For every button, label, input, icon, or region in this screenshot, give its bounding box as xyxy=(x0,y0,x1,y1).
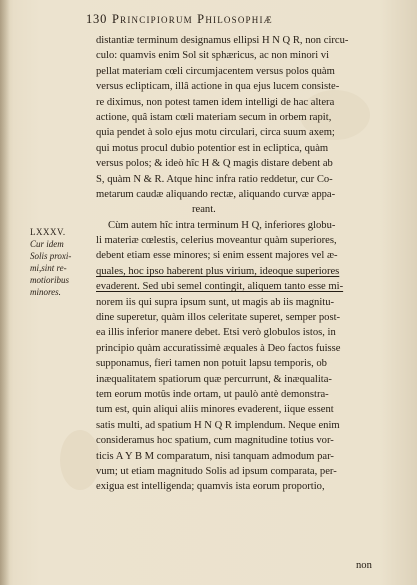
text-line: versus polos; & ideò hîc H & Q magis distare debent ab xyxy=(96,158,333,170)
text-line: consideramus hoc spatium, cum magnitudine totius vor- xyxy=(96,435,334,447)
text-line: qui motus procul dubio potentior est in ecliptica, quàm xyxy=(96,142,329,154)
text-line-underlined: evaderent. Sed ubi semel contingit, aliquem tanto esse mi- xyxy=(96,281,344,293)
text-line: tem eorum motûs inde ortam, ut paulò antè demonstra- xyxy=(96,388,329,400)
text-line: reant. xyxy=(192,204,216,216)
text-line: debent etiam esse minores; si enim essent majores vel æ- xyxy=(96,250,338,262)
text-line: quia pendet à solo ejus motu circulari, circa suum axem; xyxy=(96,127,335,139)
text-line: satis multi, ad spatium H N Q R implendum. Neque enim xyxy=(96,419,340,431)
text-line: inæqualitatem spatiorum quæ percurrunt, & inæqualita- xyxy=(96,373,332,385)
text-line: tum est, quin aliqui aliis minores evaderent, iique essent xyxy=(96,404,334,416)
text-line: metarum caudæ aliquando rectæ, aliquando curvæ appa- xyxy=(96,188,336,200)
text-line-underlined: quales, hoc ipso haberent plus virium, ideoque superiores xyxy=(96,265,340,277)
text-line: ticis A Y B M comparatum, nisi tanquam admodum par- xyxy=(96,450,334,462)
text-line: vum; ut etiam magnitudo Solis ad ipsum comparata, per- xyxy=(96,465,337,477)
text-line: S, quàm N & R. Atque hinc infra ratio reddetur, cur Co- xyxy=(96,173,333,185)
marginal-note-line: Solis proxi- xyxy=(30,251,72,261)
marginal-note-line: minores. xyxy=(30,287,61,297)
marginal-note-number: LXXXV. xyxy=(30,227,66,237)
text-line: actione, quâ istam cœli materiam secum in orbem rapit, xyxy=(96,111,332,123)
marginal-note-line: motioribus xyxy=(30,275,70,285)
catchword: non xyxy=(356,560,372,571)
body-text xyxy=(96,33,384,495)
paper-stain xyxy=(60,430,100,490)
text-line: dine superetur, quàm illos celeritate superet, semper post- xyxy=(96,312,341,324)
text-line: culo: quamvis enim Sol sit sphæricus, ac non minori vi xyxy=(96,50,330,62)
marginal-note-line: Cur idem xyxy=(30,239,64,249)
running-title: Principiorum Philosophiæ xyxy=(112,12,273,26)
text-line: distantiæ terminum designamus ellipsi H N Q R, non circu- xyxy=(96,35,349,46)
gutter-shadow xyxy=(0,0,10,585)
text-line: ea illis inferior manere debet. Etsi verò globulos istos, in xyxy=(96,327,336,339)
text-line: versus eclipticam, illâ actione in qua ejus lucem consiste- xyxy=(96,81,340,93)
text-line: principio quàm accuratissimè æquales à Deo factos fuisse xyxy=(96,342,341,354)
marginal-note xyxy=(30,226,92,298)
text-line: supponamus, fieri tamen non potuit lapsu temporis, ob xyxy=(96,358,327,370)
page-number: 130 xyxy=(86,12,108,26)
running-header xyxy=(86,12,386,28)
text-line: norem iis qui supra ipsum sunt, ut magis ab iis magnitu- xyxy=(96,296,335,308)
text-line: re diximus, non potest tamen idem intelligi de hac altera xyxy=(96,96,335,108)
text-line: Cùm autem hîc intra terminum H Q, inferiores globu- xyxy=(108,219,336,231)
text-line: li materiæ cœlestis, celerius moveantur quàm superiores, xyxy=(96,235,337,247)
text-line: exigua est intelligenda; quamvis ista eorum proportio, xyxy=(96,481,325,493)
marginal-note-line: mi,sint re- xyxy=(30,263,67,273)
text-line: pellat materiam cœli circumjacentem versus polos quàm xyxy=(96,65,335,77)
